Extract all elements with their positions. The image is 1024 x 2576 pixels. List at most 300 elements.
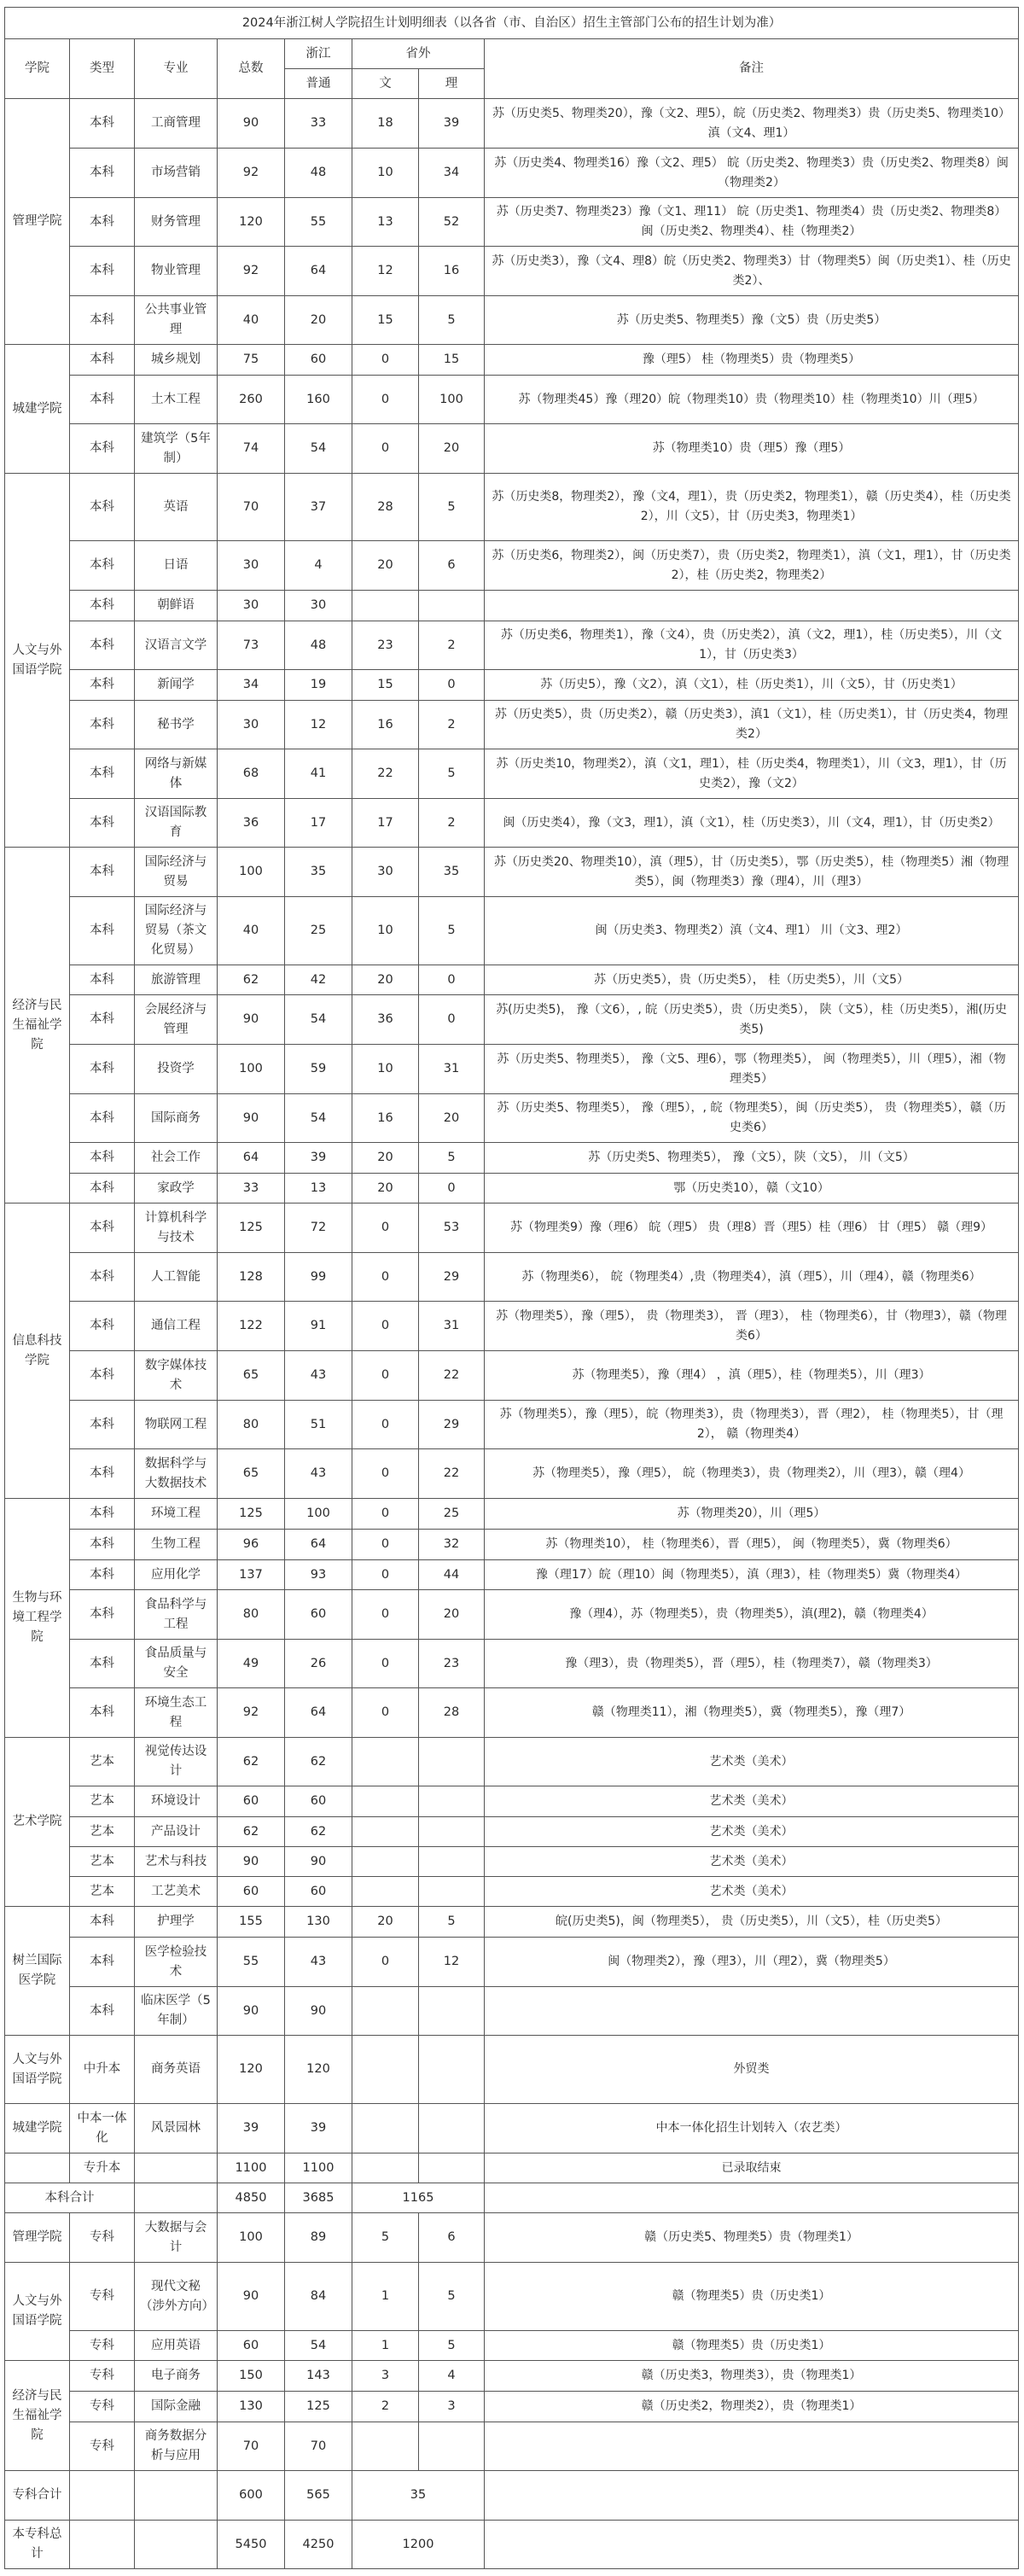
remark-cell: 皖(历史类5)，闽（物理类5）， 贵（历史类5），川（文5），桂（历史类5）	[485, 1907, 1019, 1938]
major-cell: 网络与新媒体	[135, 749, 218, 799]
total-cell: 90	[218, 2263, 285, 2331]
wen-cell: 0	[352, 1530, 419, 1560]
total-cell: 64	[218, 1143, 285, 1174]
type-cell: 本科	[70, 1401, 135, 1449]
major-cell: 食品科学与工程	[135, 1590, 218, 1640]
major-cell: 通信工程	[135, 1302, 218, 1351]
zhejiang-cell: 39	[285, 1143, 352, 1174]
li-cell: 2	[419, 701, 485, 749]
major-cell: 物业管理	[135, 247, 218, 296]
type-cell: 中升本	[70, 2036, 135, 2104]
remark-cell: 苏（历史类4、物理类16）豫（文2、理5） 皖（历史类2、物理类3）贵（历史类2、物理类8）闽（物理类2）	[485, 149, 1019, 198]
zhejiang-cell: 59	[285, 1045, 352, 1094]
major-cell: 国际商务	[135, 1094, 218, 1143]
table-row	[5, 1907, 1019, 1938]
major-cell: 电子商务	[135, 2361, 218, 2392]
li-cell	[419, 2153, 485, 2183]
zhejiang-cell: 60	[285, 1590, 352, 1640]
wen-cell: 0	[352, 1203, 419, 1253]
major-cell: 土木工程	[135, 376, 218, 424]
li-cell	[419, 1847, 485, 1877]
zhejiang-cell: 54	[285, 424, 352, 474]
zhejiang-cell: 130	[285, 1907, 352, 1938]
li-cell: 2	[419, 621, 485, 670]
li-cell: 53	[419, 1203, 485, 1253]
wen-cell: 1	[352, 2331, 419, 2361]
college-cell: 管理学院	[5, 99, 70, 345]
zhejiang-cell: 26	[285, 1640, 352, 1688]
remark-cell: 苏（物理类20），川（理5）	[485, 1499, 1019, 1530]
type-cell: 本科	[70, 1590, 135, 1640]
wen-cell: 36	[352, 995, 419, 1045]
total-cell: 96	[218, 1530, 285, 1560]
li-cell: 28	[419, 1688, 485, 1738]
remark-cell: 赣（物理类11），湘（物理类5），冀（物理类5），豫（理7）	[485, 1688, 1019, 1738]
college-cell: 信息科技学院	[5, 1203, 70, 1499]
major-cell: 环境生态工程	[135, 1688, 218, 1738]
remark-cell: 苏（历史类5），贵（历史类5）， 桂（历史类5），川（文5）	[485, 965, 1019, 995]
type-cell: 本科	[70, 897, 135, 965]
li-cell: 0	[419, 1174, 485, 1203]
remark-cell: 艺术类（美术）	[485, 1877, 1019, 1907]
table-row	[5, 1302, 1019, 1351]
li-cell: 12	[419, 1938, 485, 1987]
total-cell: 90	[218, 1987, 285, 2036]
type-cell: 本科	[70, 1530, 135, 1560]
college-cell: 艺术学院	[5, 1738, 70, 1907]
major-cell: 工商管理	[135, 99, 218, 149]
table-row	[5, 99, 1019, 149]
type-cell: 本科	[70, 1987, 135, 2036]
total-cell: 260	[218, 376, 285, 424]
remark-cell: 苏（物理类5），豫（理4） ，滇（理5），桂（物理类5），川（理3）	[485, 1351, 1019, 1401]
college-cell: 人文与外国语学院	[5, 2263, 70, 2361]
wen-cell: 0	[352, 1640, 419, 1688]
remark-cell: 艺术类（美术）	[485, 1786, 1019, 1817]
remark-cell: 鄂（历史类10），赣（文10）	[485, 1174, 1019, 1203]
table-row	[5, 2036, 1019, 2104]
table-row	[5, 424, 1019, 474]
wen-cell: 3	[352, 2361, 419, 2392]
college-cell: 生物与环境工程学院	[5, 1499, 70, 1738]
total-cell: 100	[218, 2213, 285, 2263]
total-cell: 600	[218, 2471, 285, 2521]
zhejiang-cell: 1100	[285, 2153, 352, 2183]
type-cell: 专科	[70, 2213, 135, 2263]
major-cell: 风景园林	[135, 2104, 218, 2153]
grand-total-row	[5, 2521, 1019, 2569]
wen-cell: 15	[352, 296, 419, 345]
wen-cell: 0	[352, 1351, 419, 1401]
total-cell: 92	[218, 247, 285, 296]
wen-cell: 5	[352, 2213, 419, 2263]
zhejiang-cell: 60	[285, 1877, 352, 1907]
major-cell: 医学检验技术	[135, 1938, 218, 1987]
li-cell: 16	[419, 247, 485, 296]
type-cell: 本科	[70, 670, 135, 701]
total-cell: 34	[218, 670, 285, 701]
total-cell: 40	[218, 897, 285, 965]
zhejiang-cell: 91	[285, 1302, 352, 1351]
zhejiang-cell: 93	[285, 1560, 352, 1590]
remark-cell: 苏（历史类6，物理类1），豫（文4），贵（历史类2），滇（文2，理1），桂（历史类5），川（文1），甘（历史类3）	[485, 621, 1019, 670]
zhejiang-cell: 54	[285, 995, 352, 1045]
table-row	[5, 591, 1019, 621]
table-row	[5, 2104, 1019, 2153]
li-cell: 35	[419, 848, 485, 897]
total-cell: 1100	[218, 2153, 285, 2183]
zhejiang-cell: 60	[285, 345, 352, 376]
wen-cell: 0	[352, 1499, 419, 1530]
zhejiang-cell: 42	[285, 965, 352, 995]
wen-cell	[352, 591, 419, 621]
li-cell: 25	[419, 1499, 485, 1530]
zhejiang-cell: 17	[285, 799, 352, 848]
zhejiang-cell: 39	[285, 2104, 352, 2153]
zhejiang-cell: 35	[285, 848, 352, 897]
wen-cell: 0	[352, 1253, 419, 1302]
major-cell: 国际经济与贸易	[135, 848, 218, 897]
major-cell: 秘书学	[135, 701, 218, 749]
header-zhejiang-regular: 普通	[285, 69, 352, 99]
type-cell: 本科	[70, 1094, 135, 1143]
zhejiang-cell: 99	[285, 1253, 352, 1302]
table-row	[5, 1449, 1019, 1499]
total-cell: 155	[218, 1907, 285, 1938]
total-cell: 5450	[218, 2521, 285, 2569]
type-cell: 本科	[70, 1499, 135, 1530]
major-cell: 城乡规划	[135, 345, 218, 376]
type-cell: 本科	[70, 1688, 135, 1738]
major-cell: 新闻学	[135, 670, 218, 701]
zhejiang-cell: 64	[285, 1530, 352, 1560]
header-zhejiang: 浙江	[285, 39, 352, 69]
li-cell: 5	[419, 1907, 485, 1938]
type-cell: 本科	[70, 621, 135, 670]
total-cell: 90	[218, 1847, 285, 1877]
major-cell: 商务数据分析与应用	[135, 2422, 218, 2471]
total-label: 专科合计	[5, 2471, 70, 2521]
table-row	[5, 1877, 1019, 1907]
wen-cell	[352, 1847, 419, 1877]
type-cell: 专科	[70, 2263, 135, 2331]
major-cell: 朝鲜语	[135, 591, 218, 621]
remark-cell: 苏（物理类5），豫（理5）， 贵（物理类3）， 晋（理3）， 桂（物理类6），甘（物理3），赣（物理类6）	[485, 1302, 1019, 1351]
college-cell: 人文与外国语学院	[5, 2036, 70, 2104]
zhejiang-cell: 48	[285, 621, 352, 670]
li-cell	[419, 1987, 485, 2036]
zhejiang-cell: 55	[285, 198, 352, 247]
zhejiang-cell: 54	[285, 2331, 352, 2361]
type-cell: 本科	[70, 848, 135, 897]
remark-cell: 苏（历史类6，物理类2），闽（历史类7），贵（历史类2，物理类1），滇（文1，理1），甘（历史类2），桂（历史类2，物理类2）	[485, 541, 1019, 591]
major-cell: 会展经济与管理	[135, 995, 218, 1045]
zhejiang-cell: 33	[285, 99, 352, 149]
remark-cell: 苏（物理类45）豫（理20）皖（物理类10）贵（物理类10）桂（物理类10）川（理5）	[485, 376, 1019, 424]
total-cell: 75	[218, 345, 285, 376]
li-cell: 5	[419, 749, 485, 799]
type-cell: 本科	[70, 1302, 135, 1351]
li-cell: 32	[419, 1530, 485, 1560]
header-total: 总数	[218, 39, 285, 99]
table-row	[5, 247, 1019, 296]
major-cell: 大数据与会计	[135, 2213, 218, 2263]
table-row	[5, 1590, 1019, 1640]
table-row	[5, 345, 1019, 376]
wen-cell: 1	[352, 2263, 419, 2331]
type-cell: 本科	[70, 345, 135, 376]
type-cell: 本科	[70, 1174, 135, 1203]
table-row	[5, 701, 1019, 749]
table-row	[5, 2392, 1019, 2422]
zhejiang-cell: 60	[285, 1786, 352, 1817]
remark-cell: 苏（历史类3），豫（文4、理8）皖（历史类2、物理类3）甘（物理类5）闽（历史类1）、桂（历史类2）、	[485, 247, 1019, 296]
total-cell: 60	[218, 1786, 285, 1817]
header-out-of-province: 省外	[352, 39, 485, 69]
major-cell: 汉语国际教育	[135, 799, 218, 848]
li-cell: 44	[419, 1560, 485, 1590]
type-cell: 本科	[70, 1560, 135, 1590]
zhejiang-cell: 54	[285, 1094, 352, 1143]
zhejiang-cell: 25	[285, 897, 352, 965]
major-cell: 食品质量与安全	[135, 1640, 218, 1688]
li-cell: 22	[419, 1351, 485, 1401]
header-remark: 备注	[485, 39, 1019, 99]
li-cell: 5	[419, 2331, 485, 2361]
table-row	[5, 1094, 1019, 1143]
zhejiang-cell: 565	[285, 2471, 352, 2521]
zhejiang-cell: 70	[285, 2422, 352, 2471]
remark-cell: 艺术类（美术）	[485, 1738, 1019, 1786]
remark-cell: 中本一体化招生计划转入（农艺类）	[485, 2104, 1019, 2153]
zhejiang-cell: 4250	[285, 2521, 352, 2569]
total-cell: 62	[218, 1817, 285, 1847]
wen-cell: 0	[352, 1560, 419, 1590]
type-cell: 本科	[70, 541, 135, 591]
wen-cell: 16	[352, 1094, 419, 1143]
remark-cell: 苏（物理类5），豫（理5），皖（物理类3），贵（物理类3），晋（理2）， 桂（物理类5），甘（理2）， 赣（物理类4）	[485, 1401, 1019, 1449]
college-cell	[5, 2153, 70, 2183]
li-cell	[419, 1817, 485, 1847]
total-cell: 100	[218, 848, 285, 897]
type-cell: 本科	[70, 376, 135, 424]
major-cell: 日语	[135, 541, 218, 591]
remark-cell: 苏（历史类5、物理类5）豫（文5）贵（历史类5）	[485, 296, 1019, 345]
table-row	[5, 1786, 1019, 1817]
type-cell: 艺本	[70, 1847, 135, 1877]
table-row	[5, 376, 1019, 424]
li-cell: 5	[419, 474, 485, 541]
wen-cell: 13	[352, 198, 419, 247]
remark-cell: 苏（历史类5、物理类20），豫（文2、理5），皖（历史类2、物理类3）贵（历史类5、物理类10）滇（文4、理1）	[485, 99, 1019, 149]
remark-cell: 苏（历史5），豫（文2），滇（文1），桂（历史类1），川（文5），甘（历史类1）	[485, 670, 1019, 701]
table-row	[5, 1401, 1019, 1449]
table-row	[5, 897, 1019, 965]
wen-cell: 10	[352, 1045, 419, 1094]
remark-cell: 苏(历史类5)， 豫（文6），, 皖（历史类5），贵（历史类5）， 陕（文5），桂（历史类5），湘(历史类5)	[485, 995, 1019, 1045]
remark-cell: 赣（历史类3，物理类3），贵（物理类1）	[485, 2361, 1019, 2392]
zhejiang-cell: 72	[285, 1203, 352, 1253]
empty-cell	[70, 2471, 135, 2521]
major-cell: 视觉传达设计	[135, 1738, 218, 1786]
total-cell: 62	[218, 965, 285, 995]
table-row	[5, 2263, 1019, 2331]
zhejiang-cell: 120	[285, 2036, 352, 2104]
wen-cell	[352, 2153, 419, 2183]
wen-cell: 0	[352, 1688, 419, 1738]
remark-cell: 苏（历史类8，物理类2），豫（文4，理1），贵（历史类2，物理类1），赣（历史类4），桂（历史类2），川（文5），甘（历史类3，物理类1）	[485, 474, 1019, 541]
zhejiang-cell: 43	[285, 1351, 352, 1401]
wen-cell: 0	[352, 1938, 419, 1987]
li-cell	[419, 1877, 485, 1907]
zhejiang-cell: 62	[285, 1738, 352, 1786]
remark-cell: 豫（理5） 桂（物理类5）贵（物理类5）	[485, 345, 1019, 376]
total-cell: 39	[218, 2104, 285, 2153]
total-cell: 4850	[218, 2183, 285, 2213]
remark-cell: 艺术类（美术）	[485, 1847, 1019, 1877]
table-row	[5, 296, 1019, 345]
table-row	[5, 749, 1019, 799]
wen-cell: 0	[352, 1449, 419, 1499]
total-cell: 60	[218, 2331, 285, 2361]
zhejiang-cell: 90	[285, 1987, 352, 2036]
remark-cell	[485, 1987, 1019, 2036]
major-cell: 环境工程	[135, 1499, 218, 1530]
empty-cell	[70, 2521, 135, 2569]
college-cell: 树兰国际医学院	[5, 1907, 70, 2036]
li-cell	[419, 2036, 485, 2104]
total-cell: 30	[218, 591, 285, 621]
table-row	[5, 1987, 1019, 2036]
wen-cell: 10	[352, 149, 419, 198]
total-cell: 90	[218, 1094, 285, 1143]
undergrad-total-row	[5, 2183, 1019, 2213]
type-cell: 艺本	[70, 1738, 135, 1786]
type-cell: 专科	[70, 2392, 135, 2422]
remark-cell: 已录取结束	[485, 2153, 1019, 2183]
remark-cell	[485, 2422, 1019, 2471]
li-cell: 20	[419, 1094, 485, 1143]
type-cell: 本科	[70, 1449, 135, 1499]
li-cell: 4	[419, 2361, 485, 2392]
total-cell: 122	[218, 1302, 285, 1351]
table-row	[5, 995, 1019, 1045]
remark-cell: 苏（历史类20、物理类10），滇（理5），甘（历史类5），鄂（历史类5），桂（物理类5）湘（物理类5），闽（物理类3）豫（理4），川（理3）	[485, 848, 1019, 897]
li-cell: 5	[419, 2263, 485, 2331]
li-cell: 0	[419, 965, 485, 995]
zhejiang-cell: 64	[285, 247, 352, 296]
major-cell: 家政学	[135, 1174, 218, 1203]
li-cell: 15	[419, 345, 485, 376]
wen-cell	[352, 1786, 419, 1817]
table-row	[5, 149, 1019, 198]
remark-cell: 赣（物理类5）贵（历史类1）	[485, 2263, 1019, 2331]
type-cell: 艺本	[70, 1817, 135, 1847]
college-cell: 管理学院	[5, 2213, 70, 2263]
wen-cell: 0	[352, 1590, 419, 1640]
college-cell: 经济与民生福祉学院	[5, 848, 70, 1203]
major-cell: 物联网工程	[135, 1401, 218, 1449]
wen-cell	[352, 2036, 419, 2104]
table-row	[5, 1253, 1019, 1302]
major-cell: 生物工程	[135, 1530, 218, 1560]
table-row	[5, 1817, 1019, 1847]
major-cell: 公共事业管理	[135, 296, 218, 345]
zhejiang-cell: 13	[285, 1174, 352, 1203]
total-cell: 62	[218, 1738, 285, 1786]
li-cell: 5	[419, 897, 485, 965]
total-cell: 33	[218, 1174, 285, 1203]
table-row	[5, 1847, 1019, 1877]
zhejiang-cell: 64	[285, 1688, 352, 1738]
major-cell: 汉语言文学	[135, 621, 218, 670]
table-row	[5, 1351, 1019, 1401]
empty-cell	[135, 2183, 218, 2213]
college-cell: 城建学院	[5, 345, 70, 474]
wen-cell	[352, 1817, 419, 1847]
total-cell: 125	[218, 1499, 285, 1530]
remark-cell: 外贸类	[485, 2036, 1019, 2104]
table-row	[5, 848, 1019, 897]
wen-cell: 28	[352, 474, 419, 541]
table-row	[5, 198, 1019, 247]
type-cell: 本科	[70, 749, 135, 799]
remark-cell: 闽（历史类4），豫（文3，理1），滇（文1），桂（历史类3），川（文4，理1），甘（历史类2）	[485, 799, 1019, 848]
type-cell: 本科	[70, 149, 135, 198]
li-cell: 3	[419, 2392, 485, 2422]
zhejiang-cell: 43	[285, 1938, 352, 1987]
major-cell: 环境设计	[135, 1786, 218, 1817]
major-cell: 产品设计	[135, 1817, 218, 1847]
vocational-total-row	[5, 2471, 1019, 2521]
li-cell	[419, 1786, 485, 1817]
li-cell	[419, 591, 485, 621]
li-cell: 29	[419, 1253, 485, 1302]
zhejiang-cell: 90	[285, 1847, 352, 1877]
type-cell: 中本一体化	[70, 2104, 135, 2153]
major-cell: 应用化学	[135, 1560, 218, 1590]
major-cell: 数据科学与大数据技术	[135, 1449, 218, 1499]
total-cell: 90	[218, 99, 285, 149]
type-cell: 本科	[70, 99, 135, 149]
zhejiang-cell: 37	[285, 474, 352, 541]
header-wen: 文	[352, 69, 419, 99]
wen-cell: 0	[352, 1302, 419, 1351]
total-cell: 30	[218, 701, 285, 749]
type-cell: 专升本	[70, 2153, 135, 2183]
remark-cell: 苏（历史类5），贵（历史类2），赣（历史类3），滇1（文1），桂（历史类1），甘（历史类4，物理类2）	[485, 701, 1019, 749]
zhejiang-cell: 48	[285, 149, 352, 198]
remark-cell: 赣（历史类2，物理类2），贵（物理类1）	[485, 2392, 1019, 2422]
header-major: 专业	[135, 39, 218, 99]
zhejiang-cell: 125	[285, 2392, 352, 2422]
zhejiang-cell: 19	[285, 670, 352, 701]
zhejiang-cell: 84	[285, 2263, 352, 2331]
li-cell	[419, 2104, 485, 2153]
zhejiang-cell: 20	[285, 296, 352, 345]
major-cell: 护理学	[135, 1907, 218, 1938]
remark-cell: 苏（物理类10）， 桂（物理类6），晋（理5）， 闽（物理类5），冀（物理类6）	[485, 1530, 1019, 1560]
total-cell: 80	[218, 1590, 285, 1640]
header-college: 学院	[5, 39, 70, 99]
remark-cell: 苏（物理类5），豫（理5）， 皖（物理类3），贵（物理类2），川（理3），赣（理4）	[485, 1449, 1019, 1499]
wen-cell	[352, 2422, 419, 2471]
remark-cell: 苏（历史类5、物理类5）， 豫（文5、理6），鄂（物理类5）， 闽（物理类5），川（理5），湘（物理类5）	[485, 1045, 1019, 1094]
li-cell: 29	[419, 1401, 485, 1449]
type-cell: 本科	[70, 1203, 135, 1253]
major-cell: 社会工作	[135, 1143, 218, 1174]
remark-cell	[485, 2521, 1019, 2569]
